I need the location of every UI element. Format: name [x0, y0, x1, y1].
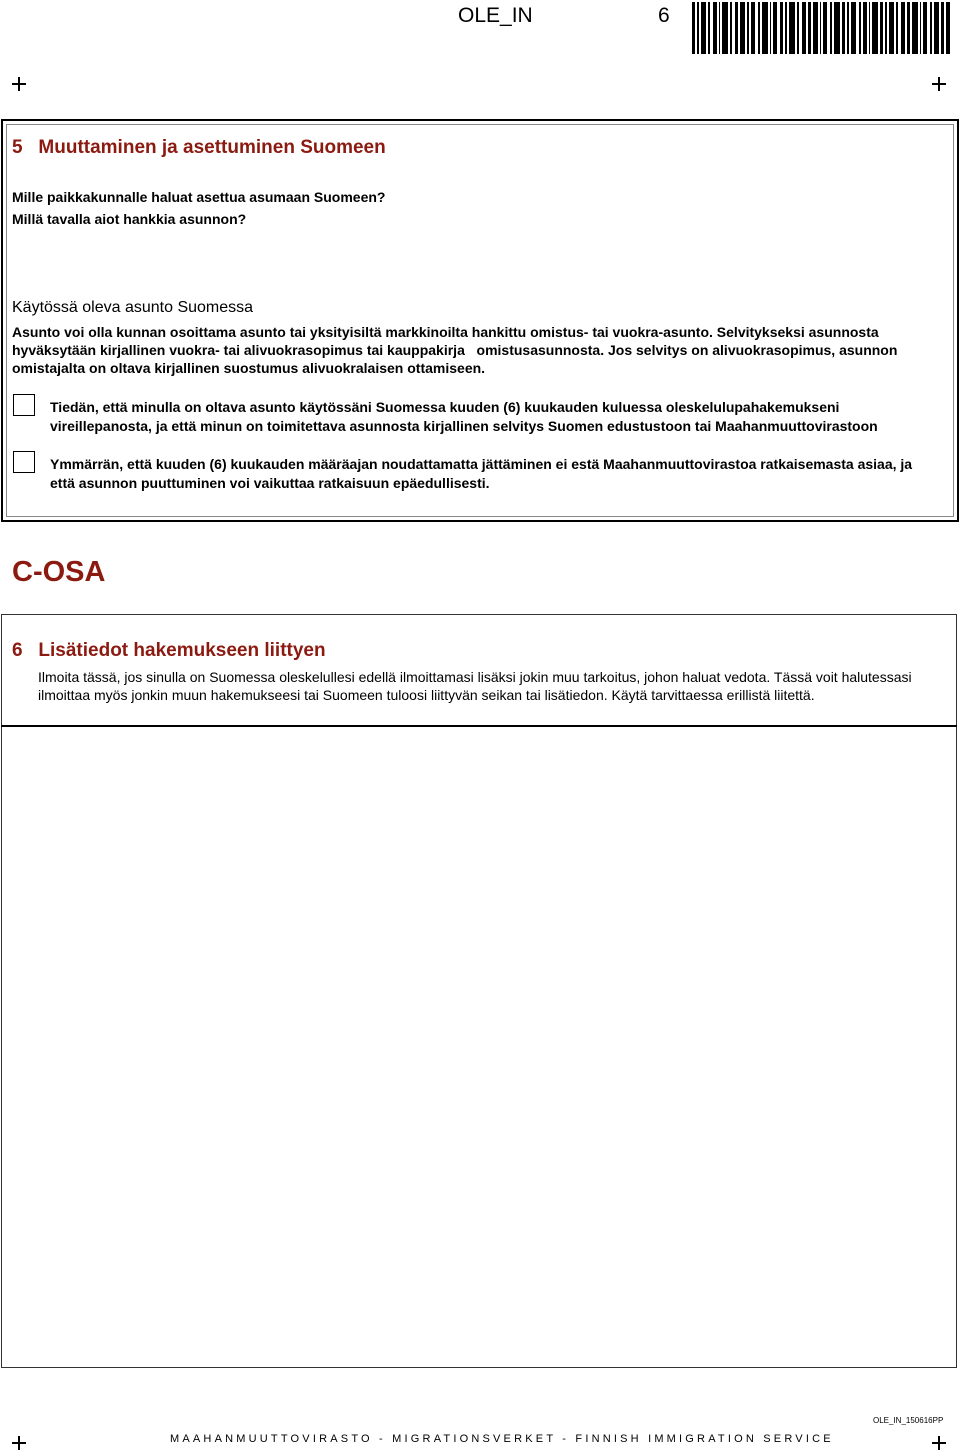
section5-title: 5 Muuttaminen ja asettuminen Suomeen	[12, 137, 386, 158]
section6-instructions: Ilmoita tässä, jos sinulla on Suomessa oleskelullesi edellä ilmoittamasi lisäksi jokin muu tarkoitus, johon haluat vedota. Tässä voit halutessasi ilmoittaa myös jonkin muun hakemukseesi tai Suomeen tuloosi liittyvän seikan tai lisätiedon. Käytä tarvittaessa erillistä liitettä.	[38, 669, 912, 703]
housing-method-question: Millä tavalla aiot hankkia asunnon?	[12, 211, 247, 227]
registration-mark-icon	[932, 77, 946, 91]
housing-requirement-checkbox[interactable]	[13, 394, 35, 416]
form-version-code: OLE_IN_150616PP	[873, 1416, 944, 1425]
agency-footer: MAAHANMUUTTOVIRASTO - MIGRATIONSVERKET - FINNISH IMMIGRATION SERVICE	[170, 1433, 834, 1445]
form-code: OLE_IN	[458, 4, 533, 27]
settle-city-question: Mille paikkakunnalle haluat asettua asumaan Suomeen?	[12, 189, 386, 205]
page-number: 6	[658, 4, 670, 27]
part-c-title: C-OSA	[12, 556, 106, 588]
registration-mark-icon	[932, 1436, 946, 1450]
registration-mark-icon	[12, 77, 26, 91]
barcode	[692, 2, 950, 54]
additional-info-field[interactable]	[3, 729, 953, 1363]
deadline-consequence-checkbox[interactable]	[13, 451, 35, 473]
section6-title: 6 Lisätiedot hakemukseen liittyen	[12, 640, 326, 661]
section6-divider	[1, 725, 957, 727]
registration-mark-icon	[12, 1436, 26, 1450]
housing-subtitle: Käytössä oleva asunto Suomessa	[12, 299, 254, 316]
deadline-consequence-statement: Ymmärrän, että kuuden (6) kuukauden määräajan noudattamatta jättäminen ei estä Maahanmuuttovirastoa ratkaisemasta asiaa, ja että asunnon puuttuminen voi vaikuttaa ratkaisuun epäedullisesti.	[50, 456, 913, 491]
housing-requirement-statement: Tiedän, että minulla on oltava asunto käytössäni Suomessa kuuden (6) kuukauden kuluessa oleskelulupahakemukseni vireillepanosta, ja että minun on toimitettava asunnosta kirjallinen selvitys Suomen edustustoon tai Maahanmuuttovirastoon	[50, 399, 878, 434]
housing-instructions: Asunto voi olla kunnan osoittama asunto tai yksityisiltä markkinoilta hankittu omistus- tai vuokra-asunto. Selvitykseksi asunnosta hyväksytään kirjallinen vuokra- tai alivuokrasopimus tai kauppakirja omistusasunnosta. Jos selvitys on alivuokrasopimus, asunnon omistajalta on oltava kirjallinen suostumus alivuokralaisen ottamiseen.	[12, 324, 902, 376]
